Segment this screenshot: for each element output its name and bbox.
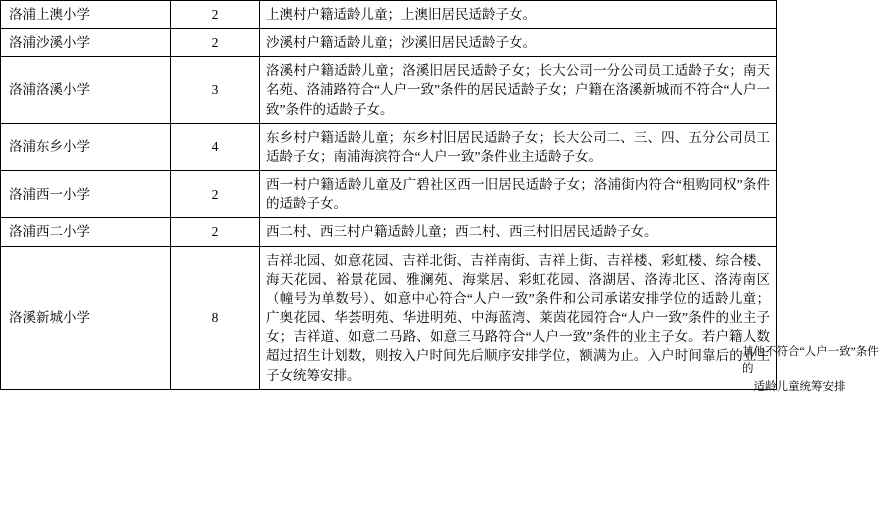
class-count-cell: 2 <box>171 1 260 29</box>
class-count-cell: 2 <box>171 29 260 57</box>
enrollment-scope-cell: 西一村户籍适龄儿童及广碧社区西一旧居民适龄子女；洛浦街内符合“租购同权”条件的适龄子女。 <box>260 171 777 218</box>
school-name-cell: 洛浦上澳小学 <box>1 1 171 29</box>
table-row <box>1 1 777 29</box>
school-name-cell: 洛浦西一小学 <box>1 171 171 218</box>
table-row <box>1 218 777 246</box>
class-count-cell: 4 <box>171 123 260 170</box>
school-name-cell: 洛浦东乡小学 <box>1 123 171 170</box>
table-body <box>1 1 777 390</box>
table-row <box>1 29 777 57</box>
enrollment-scope-cell: 吉祥北园、如意花园、吉祥北街、吉祥南街、吉祥上街、吉祥楼、彩虹楼、综合楼、海天花园、裕景花园、雅澜苑、海棠居、彩虹花园、洛湖居、洛涛北区、洛涛南区（幢号为单数号）、如意中心符合“人户一致”条件和公司承诺安排学位的适龄儿童；广奥花园、华荟明苑、华进明苑、中海蓝湾、莱茵花园符合“人户一致”条件的业主子女；吉祥道、如意二马路、如意三马路符合“人户一致”条件的业主子女。若户籍人数超过招生计划数，则按入户时间先后顺序安排学位，额满为止。入户时间靠后的业主子女统筹安排。 <box>260 246 777 389</box>
table-row <box>1 57 777 123</box>
table-row <box>1 246 777 389</box>
enrollment-scope-cell: 沙溪村户籍适龄儿童；沙溪旧居民适龄子女。 <box>260 29 777 57</box>
enrollment-scope-cell: 上澳村户籍适龄儿童；上澳旧居民适龄子女。 <box>260 1 777 29</box>
side-note <box>742 344 882 396</box>
class-count-cell: 3 <box>171 57 260 123</box>
school-name-cell: 洛浦洛溪小学 <box>1 57 171 123</box>
enrollment-scope-cell: 西二村、西三村户籍适龄儿童；西二村、西三村旧居民适龄子女。 <box>260 218 777 246</box>
table-row <box>1 171 777 218</box>
class-count-cell: 8 <box>171 246 260 389</box>
school-name-cell: 洛浦西二小学 <box>1 218 171 246</box>
side-note-line-2: 适龄儿童统筹安排 <box>753 380 846 393</box>
table-row <box>1 123 777 170</box>
school-name-cell: 洛溪新城小学 <box>1 246 171 389</box>
class-count-cell: 2 <box>171 218 260 246</box>
enrollment-scope-cell: 洛溪村户籍适龄儿童；洛溪旧居民适龄子女；长大公司一分公司员工适龄子女；南天名苑、洛浦路符合“人户一致”条件的居民适龄子女；户籍在洛溪新城而不符合“人户一致”条件的适龄子女。 <box>260 57 777 123</box>
side-note-line-1: 其他不符合“人户一致”条件的 <box>742 346 879 376</box>
school-name-cell: 洛浦沙溪小学 <box>1 29 171 57</box>
enrollment-scope-cell: 东乡村户籍适龄儿童；东乡村旧居民适龄子女；长大公司二、三、四、五分公司员工适龄子女；南浦海滨符合“人户一致”条件业主适龄子女。 <box>260 123 777 170</box>
class-count-cell: 2 <box>171 171 260 218</box>
